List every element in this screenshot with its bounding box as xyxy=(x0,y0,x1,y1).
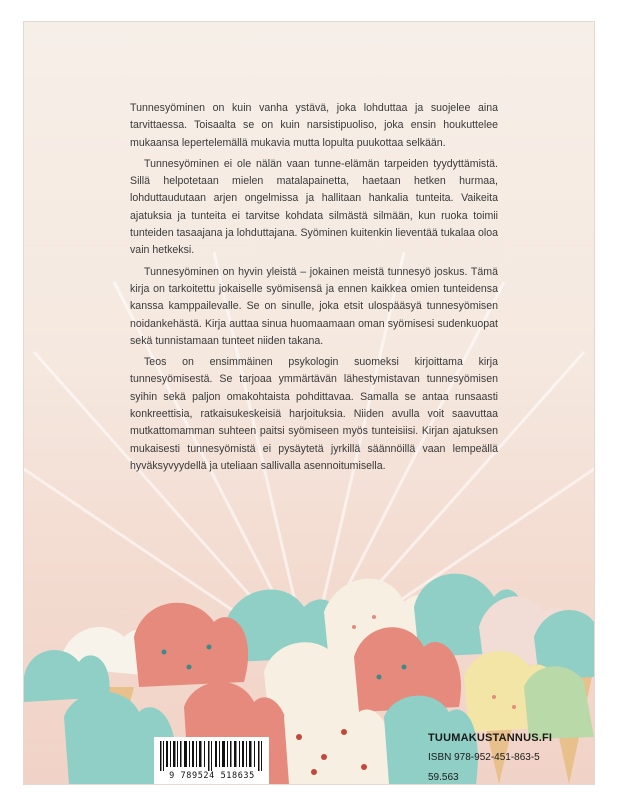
blurb-text xyxy=(130,100,498,479)
barcode xyxy=(154,737,269,784)
barcode-digits: 9 789524 518635 xyxy=(169,771,255,781)
blurb-paragraph-3: Tunnesyöminen on hyvin yleistä – jokainen meistä tunnesyö joskus. Tämä kirja on tarkoitettu jokaiselle syömisensä ja ennen kaikkea omien tunteidensa kanssa kamppailevalle. Se on sinulle, joka etsit ulospääsyä tunnesyömisen noidankehästä. Kirja auttaa sinua huomaamaan oman syömisesi sudenkuopat sekä tunnistamaan tunteet niiden takana. xyxy=(130,265,498,347)
isbn-number: ISBN 978-952-451-863-5 xyxy=(428,752,540,763)
book-back-cover xyxy=(24,22,594,784)
blurb-paragraph-4: Teos on ensimmäinen psykologin suomeksi kirjoittama kirja tunnesyömisestä. Se tarjoaa ymmärtävän lähestymistavan tunnesyömisen syihin sekä paljon omakohtaista pohdittavaa. Samalla se antaa runsaasti konkreettisia, ratkaisukeskeisiä harjoituksia. Niiden avulla voit saavuttaa mutkattomamman suhteen paitsi syömiseen myös tunteisiisi. Kirjan ajatuksen mukaisesti tunnesyömistä ei pysäytetä jyrkillä säännöillä vaan lempeällä hyväksyvyydellä ja uteliaan sallivalla asennoitumisella. xyxy=(130,356,498,472)
publisher-website: TUUMAKUSTANNUS.FI xyxy=(428,732,553,744)
blurb-paragraph-2: Tunnesyöminen ei ole nälän vaan tunne-elämän tarpeiden tyydyttämistä. Sillä helpotetaan mielen matalapainetta, haetaan hetken hurmaa, lohduttaudutaan arjen ongelmissa ja hallitaan hankalia tunteita. Vaikeita ajatuksia ja tunteita ei tarvitse kohdata silmästä silmään, kun ruoka toimii tunteiden tasaajana ja lohduttajana. Syöminen kuitenkin lieventää tukalaa oloa vain hetkeksi. xyxy=(130,157,498,257)
barcode-bars xyxy=(160,741,263,771)
class-number: 59.563 xyxy=(428,772,459,783)
blurb-paragraph-1: Tunnesyöminen on kuin vanha ystävä, joka lohduttaa ja suojelee aina tarvittaessa. Toisaalta se on kuin narsistipuoliso, joka ensin houkuttelee mukaansa lepertelemällä mukavia mutta lopulta puukottaa selkään. xyxy=(130,102,498,149)
